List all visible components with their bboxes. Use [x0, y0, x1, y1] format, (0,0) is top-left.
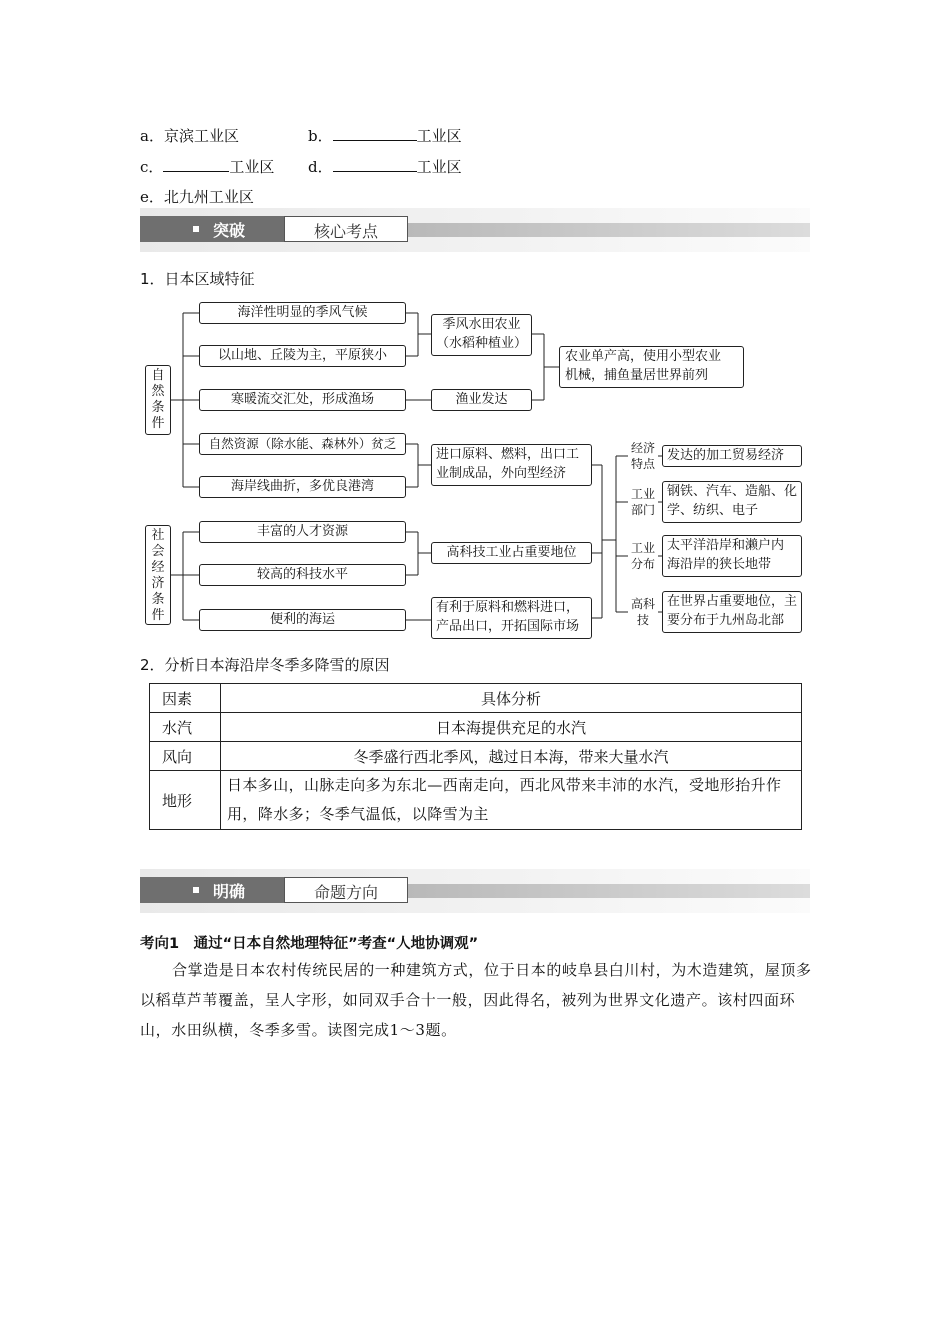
banner-2-light-text: 命题方向 [313, 883, 378, 902]
node-industry-sectors [662, 481, 802, 523]
table-header-factor: 因素 [150, 684, 221, 713]
table-header-analysis: 具体分析 [221, 684, 802, 713]
node-export-line2: 业制成品，外向型经济 [436, 466, 567, 481]
cat3-line2: 分布 [630, 557, 655, 571]
node-paddy-line1: 季风水田农业 [442, 317, 521, 332]
table-cell-factor: 水汽 [150, 713, 221, 742]
natural-conditions-box [145, 365, 171, 435]
square-bullet-icon [193, 887, 199, 893]
table-cell-factor: 地形 [150, 771, 221, 830]
kaoxiang-heading: 考向1 通过“日本自然地理特征”考查“人地协调观” [140, 936, 479, 952]
natural-char-1: 自 [151, 368, 165, 383]
natural-char-4: 件 [151, 416, 165, 431]
node-hightech-line1: 在世界占重要地位，主 [667, 594, 798, 609]
concept-diagram [0, 0, 950, 650]
cat-industry-distribution [626, 540, 660, 572]
cat-industry-sector [626, 486, 660, 518]
social-char-4: 济 [151, 576, 165, 591]
node-technology: 较高的科技水平 [199, 564, 406, 586]
node-processing-trade: 发达的加工贸易经济 [662, 445, 802, 467]
table-cell-analysis: 冬季盛行西北季风，越过日本海，带来大量水汽 [221, 742, 802, 771]
snow-analysis-table [149, 683, 802, 830]
cat4-line1: 高科 [630, 597, 655, 611]
table-cell-factor: 风向 [150, 742, 221, 771]
node-paddy-agriculture [431, 314, 532, 356]
node-shipping: 便利的海运 [199, 609, 406, 631]
social-economic-conditions-box [145, 525, 171, 625]
section-1-title: 1．日本区域特征 [140, 270, 255, 288]
node-distribution-line2: 海沿岸的狭长地带 [667, 557, 772, 572]
natural-char-2: 然 [151, 384, 165, 399]
social-char-5: 条 [151, 592, 165, 607]
banner-1-dark-text: 突破 [213, 221, 246, 240]
question-paragraph: 合掌造是日本农村传统民居的一种建筑方式，位于日本的岐阜县白川村，为木造建筑，屋顶多以稻草芦苇覆盖，呈人字形，如同双手合十一般，因此得名，被列为世界文化遗产。该村四面环山，水田纵横，冬季多雪。读图完成1～3题。 [140, 961, 812, 1039]
node-fishing-ground: 寒暖流交汇处，形成渔场 [199, 389, 406, 411]
cat1-line2: 特点 [630, 457, 655, 471]
node-distribution-line1: 太平洋沿岸和濑户内 [667, 538, 785, 553]
node-resources-poor: 自然资源（除水能、森林外）贫乏 [199, 433, 406, 455]
cat3-line1: 工业 [630, 541, 655, 555]
social-char-1: 社 [151, 528, 165, 543]
table-row [150, 771, 802, 830]
node-agri-line1: 农业单产高，使用小型农业 [565, 349, 722, 364]
node-export-line1: 进口原料、燃料，出口工 [436, 447, 580, 462]
item-d-suffix: 工业区 [416, 158, 462, 176]
item-c-prefix: c． [140, 158, 164, 176]
node-monsoon-climate: 海洋性明显的季风气候 [199, 302, 406, 324]
node-agri-line2: 机械，捕鱼量居世界前列 [565, 368, 709, 383]
node-trade-line1: 有利于原料和燃料进口， [436, 600, 580, 615]
item-b-suffix: 工业区 [416, 127, 462, 145]
item-c-suffix: 工业区 [229, 158, 275, 176]
node-hightech: 高科技工业占重要地位 [431, 542, 592, 564]
node-industry-distribution [662, 535, 802, 577]
node-talent: 丰富的人才资源 [199, 521, 406, 543]
social-char-6: 件 [151, 608, 165, 623]
cat4-line2: 技 [636, 613, 649, 627]
table-row [150, 713, 802, 742]
cat-hightech [626, 596, 660, 628]
node-sectors-line2: 学、纺织、电子 [667, 503, 759, 518]
natural-char-3: 条 [151, 400, 165, 415]
table-cell-analysis: 日本海提供充足的水汽 [221, 713, 802, 742]
cat2-line2: 部门 [630, 503, 655, 517]
item-b-prefix: b． [308, 127, 333, 145]
node-coastline: 海岸线曲折，多优良港湾 [199, 476, 406, 498]
banner-1-light-text: 核心考点 [313, 222, 378, 241]
node-mountain-terrain: 以山地、丘陵为主，平原狭小 [199, 345, 406, 367]
node-hightech-position [662, 591, 802, 633]
node-trade-line2: 产品出口，开拓国际市场 [436, 619, 580, 634]
social-char-2: 会 [151, 544, 165, 559]
table-cell-analysis: 日本多山，山脉走向多为东北—西南走向，西北风带来丰沛的水汽，受地形抬升作用，降水多；冬季气温低，以降雪为主 [221, 771, 802, 830]
cat1-line1: 经济 [630, 441, 655, 455]
cat2-line1: 工业 [630, 487, 655, 501]
item-a: a．京滨工业区 [140, 127, 239, 145]
node-fishery: 渔业发达 [431, 389, 532, 411]
node-hightech-line2: 要分布于九州岛北部 [667, 613, 785, 628]
item-e: e．北九州工业区 [140, 188, 254, 206]
node-paddy-line2: （水稻种植业） [435, 336, 527, 351]
node-sectors-line1: 钢铁、汽车、造船、化 [667, 484, 798, 499]
node-agriculture-result [559, 346, 744, 388]
section-2-title: 2．分析日本海沿岸冬季多降雪的原因 [140, 656, 390, 674]
section-banner-2 [140, 869, 810, 913]
social-char-3: 经 [151, 560, 165, 575]
node-trade-advantage [431, 597, 592, 639]
banner-2-dark-text: 明确 [213, 882, 246, 901]
table-header-row [150, 684, 802, 713]
node-export-economy [431, 444, 592, 486]
item-d-prefix: d． [308, 158, 333, 176]
table-row [150, 742, 802, 771]
cat-economic-feature [626, 440, 660, 472]
